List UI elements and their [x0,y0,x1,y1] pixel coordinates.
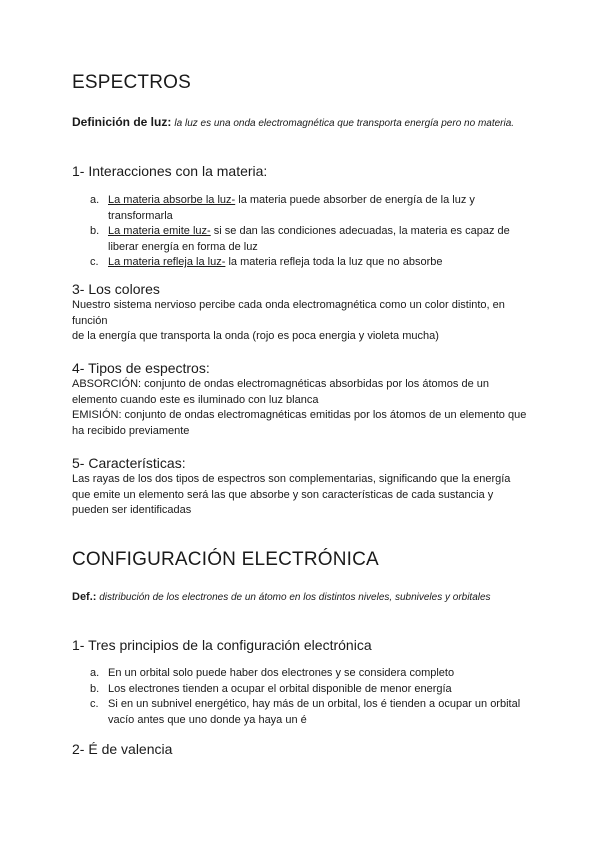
heading-caracteristicas: 5- Características: [72,455,186,471]
definition-text: distribución de los electrones de un átomo en los distintos niveles, subniveles y orbitales [96,592,491,603]
list-letter: c. [90,256,99,268]
definition-label: Def.: [72,591,97,603]
list-text: En un orbital solo puede haber dos electrones y se considera completo [108,667,455,679]
list-letter: c. [90,698,99,710]
section-title-espectros: ESPECTROS [72,72,191,93]
list-item [90,697,526,728]
list-term: La materia emite luz- [108,225,211,237]
definition-configuracion [72,590,532,606]
list-principios [90,666,526,728]
paragraph-absorcion: ABSORCIÓN: conjunto de ondas electromagnéticas absorbidas por los átomos de un elemento cuando este es iluminado con luz blanca [72,378,490,406]
definition-luz [72,115,532,132]
list-text: Los electrones tienden a ocupar el orbital disponible de menor energía [108,682,452,695]
list-text: Si en un subnivel energético, hay más de un orbital, los é tienden a ocupar un orbital vacío antes que uno donde ya haya un é [108,698,521,726]
paragraph-caracteristicas: Las rayas de los dos tipos de espectros son complementarias, significando que la energía que emite un elemento será las que absorbe y son características de cada sustancia y pueden ser identificadas [72,473,511,516]
list-letter: b. [90,225,100,237]
list-item [90,224,526,255]
paragraph-line: Nuestro sistema nervioso percibe cada onda electromagnética como un color distinto, en función [72,299,505,327]
list-letter: b. [90,682,100,695]
heading-interacciones: 1- Interacciones con la materia: [72,163,268,179]
heading-colores: 3- Los colores [72,281,160,297]
list-text: la materia refleja toda la luz que no absorbe [225,256,443,268]
list-letter: a. [90,667,100,679]
paragraph-emision: EMISIÓN: conjunto de ondas electromagnéticas emitidas por los átomos de un elemento que ha recibido previamente [72,409,527,437]
list-item [90,255,526,271]
list-letter: a. [90,194,100,206]
heading-tipos: 4- Tipos de espectros: [72,360,210,376]
list-term: La materia absorbe la luz- [108,194,236,206]
heading-principios: 1- Tres principios de la configuración electrónica [72,637,372,653]
list-item [90,193,526,224]
paragraph-line: de la energía que transporta la onda (rojo es poca energia y violeta mucha) [72,330,439,342]
list-text: si se dan las condiciones adecuadas, la materia es capaz de liberar energía en forma de luz [108,225,510,253]
list-interacciones [90,193,526,271]
definition-label: Definición de luz: [72,115,172,129]
definition-text: la luz es una onda electromagnética que transporta energía pero no materia. [174,118,515,129]
list-item [90,682,526,698]
list-term: La materia refleja la luz- [108,256,226,268]
paragraph-colores [72,298,522,345]
heading-valencia: 2- É de valencia [72,741,173,757]
section-title-configuracion: CONFIGURACIÓN ELECTRÓNICA [72,549,379,570]
list-item [90,666,526,682]
list-text: la materia puede absorber de energía de la luz y transformarla [108,194,475,222]
